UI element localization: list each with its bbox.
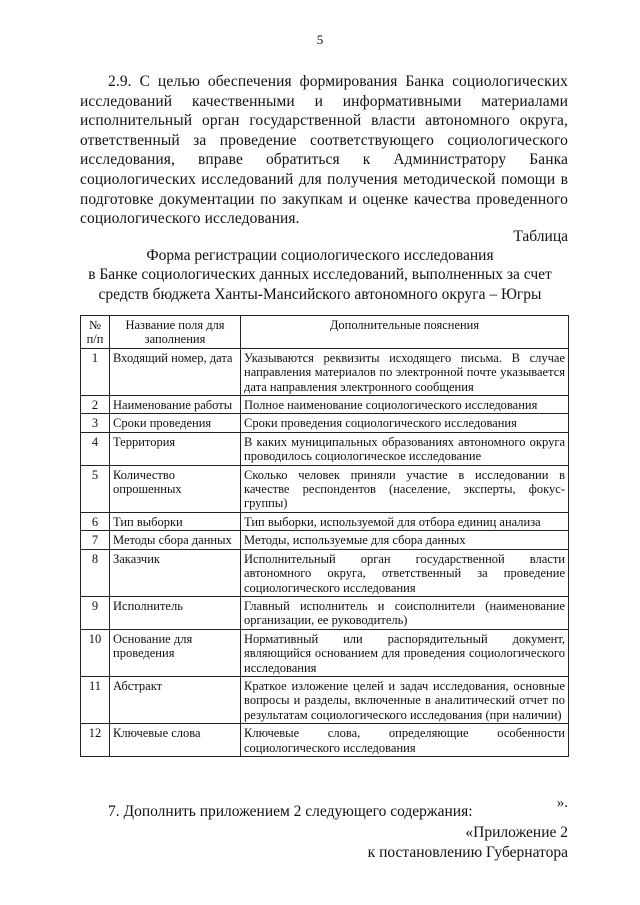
row-number: 10 [81,629,110,676]
table-row [81,629,569,676]
table-row [81,676,569,723]
header-notes: Дополнительные пояснения [241,316,569,349]
header-number-line-2: п/п [86,332,104,347]
table-row [81,348,569,395]
appendix-heading-line-1: «Приложение 2 [465,824,568,841]
header-field-name: Название поля для заполнения [110,316,241,349]
row-field-name: Количество опрошенных [110,465,241,512]
row-field-name: Методы сбора данных [110,531,241,549]
table-row [81,531,569,549]
paragraph-2-9: 2.9. С целью обеспечения формирования Банка социологических исследований качественными и информативными материалами исполнительный орган государственной власти автономного округа, ответственный за проведение соответствующего социологического исследования, вправе обратиться к Администратору Банка социологических исследований для получения методической помощи в подготовке документации по закупкам и оценке качества проведенного социологического исследования. [80,73,568,228]
row-field-name: Наименование работы [110,396,241,414]
table-header-row [81,316,569,349]
row-number: 4 [81,432,110,465]
row-number: 3 [81,414,110,432]
row-notes: Методы, используемые для сбора данных [241,531,569,549]
row-number: 1 [81,348,110,395]
row-number: 7 [81,531,110,549]
row-notes: Краткое изложение целей и задач исследования, основные вопросы и разделы, включенные в аналитический отчет по результатам социологического исследования (при наличии) [241,676,569,723]
table-label: Таблица [513,228,568,245]
row-field-name: Входящий номер, дата [110,348,241,395]
row-notes: Полное наименование социологического исследования [241,396,569,414]
row-notes: Ключевые слова, определяющие особенности социологического исследования [241,724,569,757]
row-field-name: Абстракт [110,676,241,723]
table-row [81,596,569,629]
row-notes: Исполнительный орган государственной власти автономного округа, ответственный за проведение социологического исследования [241,549,569,596]
row-notes: Сроки проведения социологического исследования [241,414,569,432]
table-title [70,246,570,304]
table-row [81,432,569,465]
table-row [81,396,569,414]
table-title-line-3: средств бюджета Ханты-Мансийского автономного округа – Югры [98,285,542,303]
table-row [81,465,569,512]
appendix-heading [368,823,568,862]
row-notes: Сколько человек приняли участие в исследовании в качестве респондентов (население, эксперты, фокус-группы) [241,465,569,512]
table-title-line-2: в Банке социологических данных исследований, выполненных за счет [88,266,552,284]
point-7-text: 7. Дополнить приложением 2 следующего содержания: [108,803,473,820]
table-title-line-1: Форма регистрации социологического исследования [146,247,494,264]
row-field-name: Исполнитель [110,596,241,629]
row-field-name: Сроки проведения [110,414,241,432]
row-number: 6 [81,512,110,530]
row-number: 12 [81,724,110,757]
row-notes: Нормативный или распорядительный документ, являющийся основанием для проведения социологического исследования [241,629,569,676]
row-notes: Тип выборки, используемой для отбора единиц анализа [241,512,569,530]
row-notes: В каких муниципальных образованиях автономного округа проводилось социологическое исследование [241,432,569,465]
table-row [81,724,569,757]
table-row [81,512,569,530]
appendix-heading-line-2: к постановлению Губернатора [367,843,568,861]
registration-table [80,315,569,757]
row-field-name: Ключевые слова [110,724,241,757]
table-row [81,549,569,596]
page-number: 5 [316,32,324,47]
row-number: 2 [81,396,110,414]
row-notes: Главный исполнитель и соисполнители (наименование организации, ее руководитель) [241,596,569,629]
header-number-line-1: № [89,318,101,332]
row-notes: Указываются реквизиты исходящего письма. В случае направления материалов по электронной почте указывается дата направления электронного сообщения [241,348,569,395]
row-field-name: Территория [110,432,241,465]
row-number: 5 [81,465,110,512]
row-field-name: Основание для проведения [110,629,241,676]
closing-quote-mark: ». [556,795,568,811]
header-number [81,316,110,349]
table-row [81,414,569,432]
row-field-name: Тип выборки [110,512,241,530]
row-number: 11 [81,676,110,723]
row-field-name: Заказчик [110,549,241,596]
row-number: 9 [81,596,110,629]
row-number: 8 [81,549,110,596]
